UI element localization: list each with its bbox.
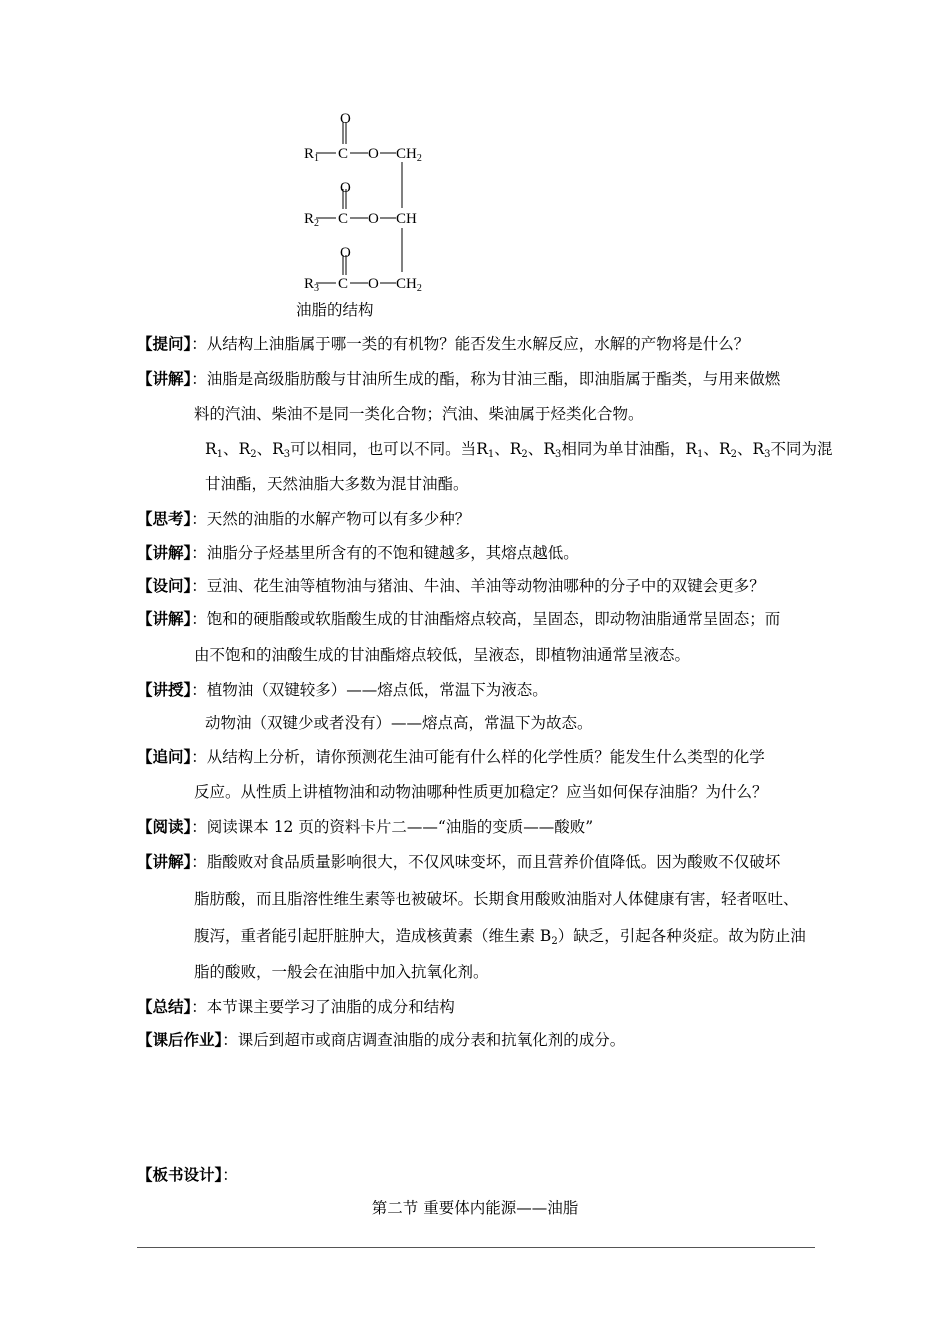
explain-paragraph-3: 【讲解】：饱和的硬脂酸或软脂酸生成的甘油酯熔点较高，呈固态，即动物油脂通常呈固态；而 <box>137 609 781 628</box>
lecture-paragraph-cont: 动物油（双键少或者没有）——熔点高，常温下为故态。 <box>205 714 593 732</box>
explain-paragraph-1: 【讲解】：油脂是高级脂肪酸与甘油所生成的酯，称为甘油三酯，即油脂属于酯类，与用来做燃 <box>137 369 781 388</box>
explain-tag: 【讲解】 <box>137 369 192 388</box>
horizontal-divider <box>137 1247 815 1248</box>
follow-up-paragraph: 【追问】：从结构上分析，请你预测花生油可能有什么样的化学性质？能发生什么类型的化学 <box>137 747 765 766</box>
carbon-3: C <box>338 276 349 292</box>
explain-paragraph-4-line3: 腹泻，重者能引起肝脏肿大，造成核黄素（维生素 $B_2$）缺乏，引起各种炎症。故为防止油 <box>194 927 806 947</box>
board-design-label: 【板书设计】： <box>137 1165 238 1184</box>
ch2-group-3: $CH_2$ <box>396 276 422 294</box>
lecture-paragraph: 【讲授】：植物油（双键较多）——熔点低，常温下为液态。 <box>137 680 548 699</box>
triglyceride-structure-diagram <box>296 108 446 298</box>
explain-paragraph-1-cont: 料的汽油、柴油不是同一类化合物；汽油、柴油属于烃类化合物。 <box>194 405 644 423</box>
reading-paragraph: 【阅读】：阅读课本 12 页的资料卡片二——“油脂的变质——酸败” <box>137 817 594 836</box>
explain-paragraph-4-line4: 脂的酸败，一般会在油脂中加入抗氧化剂。 <box>194 963 489 981</box>
r1-group: $R_1$ <box>304 146 320 164</box>
ch-group-2: CH <box>396 211 417 227</box>
r3-group: $R_3$ <box>304 276 320 294</box>
carbonyl-oxygen-2: O <box>340 180 351 196</box>
r2-group: $R_2$ <box>304 211 320 229</box>
carbon-1: C <box>338 146 349 162</box>
follow-up-paragraph-cont: 反应。从性质上讲植物油和动物油哪种性质更加稳定？应当如何保存油脂？为什么？ <box>194 783 768 801</box>
explain-paragraph-2: 【讲解】：油脂分子烃基里所含有的不饱和键越多，其熔点越低。 <box>137 543 579 562</box>
carbon-2: C <box>338 211 349 227</box>
summary-paragraph: 【总结】：本节课主要学习了油脂的成分和结构 <box>137 997 455 1016</box>
question-tag: 【提问】 <box>137 334 192 353</box>
r-groups-paragraph: $R_1$、$R_2$、$R_3$可以相同，也可以不同。当$R_1$、$R_2$、$R_3$相同为单甘油酯，$R_1$、$R_2$、$R_3$不同为混 <box>205 440 833 460</box>
ester-oxygen-3: O <box>368 276 379 292</box>
explain-paragraph-3-cont: 由不饱和的油酸生成的甘油酯熔点较低，呈液态，即植物油通常呈液态。 <box>194 646 691 664</box>
ester-oxygen-1: O <box>368 146 379 162</box>
ch2-group-1: $CH_2$ <box>396 146 422 164</box>
explain-paragraph-4: 【讲解】：脂酸败对食品质量影响很大，不仅风味变坏，而且营养价值降低。因为酸败不仅破坏 <box>137 852 781 871</box>
board-title: 第二节 重要体内能源——油脂 <box>371 1199 579 1217</box>
think-paragraph: 【思考】：天然的油脂的水解产物可以有多少种？ <box>137 509 471 528</box>
question-paragraph: 【提问】：从结构上油脂属于哪一类的有机物？能否发生水解反应，水解的产物将是什么？ <box>137 334 750 353</box>
homework-paragraph: 【课后作业】：课后到超市或商店调查油脂的成分表和抗氧化剂的成分。 <box>137 1030 626 1049</box>
ask-paragraph: 【设问】：豆油、花生油等植物油与猪油、牛油、羊油等动物油哪种的分子中的双键会更多？ <box>137 576 765 595</box>
structure-caption: 油脂的结构 <box>296 301 374 319</box>
r-groups-paragraph-cont: 甘油酯，天然油脂大多数为混甘油酯。 <box>205 475 469 493</box>
explain-paragraph-4-line2: 脂肪酸，而且脂溶性维生素等也被破坏。长期食用酸败油脂对人体健康有害，轻者呕吐、 <box>194 890 799 908</box>
ester-oxygen-2: O <box>368 211 379 227</box>
carbonyl-oxygen-1: O <box>340 111 351 127</box>
carbonyl-oxygen-3: O <box>340 245 351 261</box>
